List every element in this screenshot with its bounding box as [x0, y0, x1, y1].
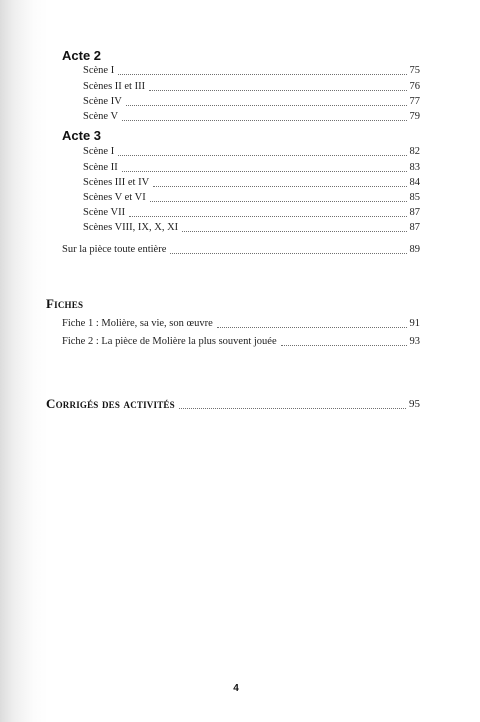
toc-entry-label: Scène I [83, 146, 115, 157]
toc-entry-label: Scènes III et IV [83, 177, 150, 188]
toc-entry-label: Fiche 2 : La pièce de Molière la plus souvent jouée [62, 336, 277, 347]
fiches-heading: Fiches [46, 296, 84, 311]
acte-2-heading: Acte 2 [62, 48, 102, 63]
toc-entry-page: 89 [409, 244, 420, 255]
toc-entry-page: 83 [409, 162, 420, 173]
toc-entry-label: Scènes VIII, IX, X, XI [83, 222, 179, 233]
toc-entry-page: 79 [409, 111, 420, 122]
dot-leader [281, 345, 407, 346]
toc-entry[interactable] [83, 161, 420, 175]
page-number: 4 [233, 683, 239, 694]
toc-entry-page: 76 [409, 81, 420, 92]
dot-leader [122, 120, 406, 121]
toc-entry[interactable] [83, 191, 420, 205]
toc-entry-page: 77 [409, 96, 420, 107]
toc-entry-label: Scène VII [83, 207, 126, 218]
toc-entry-page: 87 [409, 207, 420, 218]
toc-entry[interactable] [83, 95, 420, 109]
toc-entry-page: 82 [409, 146, 420, 157]
dot-leader [153, 186, 406, 187]
toc-entry[interactable] [62, 317, 420, 331]
toc-entry[interactable] [83, 206, 420, 220]
toc-entry[interactable] [62, 335, 420, 349]
dot-leader [122, 171, 407, 172]
toc-entry-page: 75 [409, 65, 420, 76]
toc-entry-page: 84 [409, 177, 420, 188]
toc-entry-label: Scène I [83, 65, 115, 76]
toc-entry[interactable] [83, 64, 420, 78]
toc-entry-label: Sur la pièce toute entière [62, 244, 167, 255]
toc-entry[interactable] [83, 145, 420, 159]
toc-entry-label: Scènes V et VI [83, 192, 146, 203]
toc-entry-label: Scène V [83, 111, 119, 122]
toc-entry-page: 85 [409, 192, 420, 203]
toc-entry-label: Scènes II et III [83, 81, 146, 92]
toc-entry-page: 93 [409, 336, 420, 347]
dot-leader [217, 327, 407, 328]
toc-entry-page: 95 [409, 398, 420, 410]
toc-entry-label: Fiche 1 : Molière, sa vie, son œuvre [62, 318, 213, 329]
acte-3-heading: Acte 3 [62, 128, 102, 143]
toc-entry-label: Scène II [83, 162, 118, 173]
dot-leader [182, 231, 406, 232]
toc-entry[interactable] [83, 80, 420, 94]
dot-leader [126, 105, 407, 106]
dot-leader [149, 90, 406, 91]
dot-leader [179, 408, 406, 409]
toc-entry[interactable] [83, 221, 420, 235]
toc-entry-corriges[interactable] [46, 396, 420, 412]
toc-entry-page: 87 [409, 222, 420, 233]
toc-entry[interactable] [83, 176, 420, 190]
toc-entry[interactable] [83, 110, 420, 124]
toc-entry-page: 91 [409, 318, 420, 329]
dot-leader [170, 253, 406, 254]
toc-entry-whole-piece[interactable] [62, 243, 420, 257]
toc-entry-label: Scène IV [83, 96, 122, 107]
corriges-heading: Corrigés des activités [46, 396, 175, 411]
dot-leader [150, 201, 407, 202]
dot-leader [118, 74, 406, 75]
dot-leader [129, 216, 406, 217]
dot-leader [118, 155, 406, 156]
